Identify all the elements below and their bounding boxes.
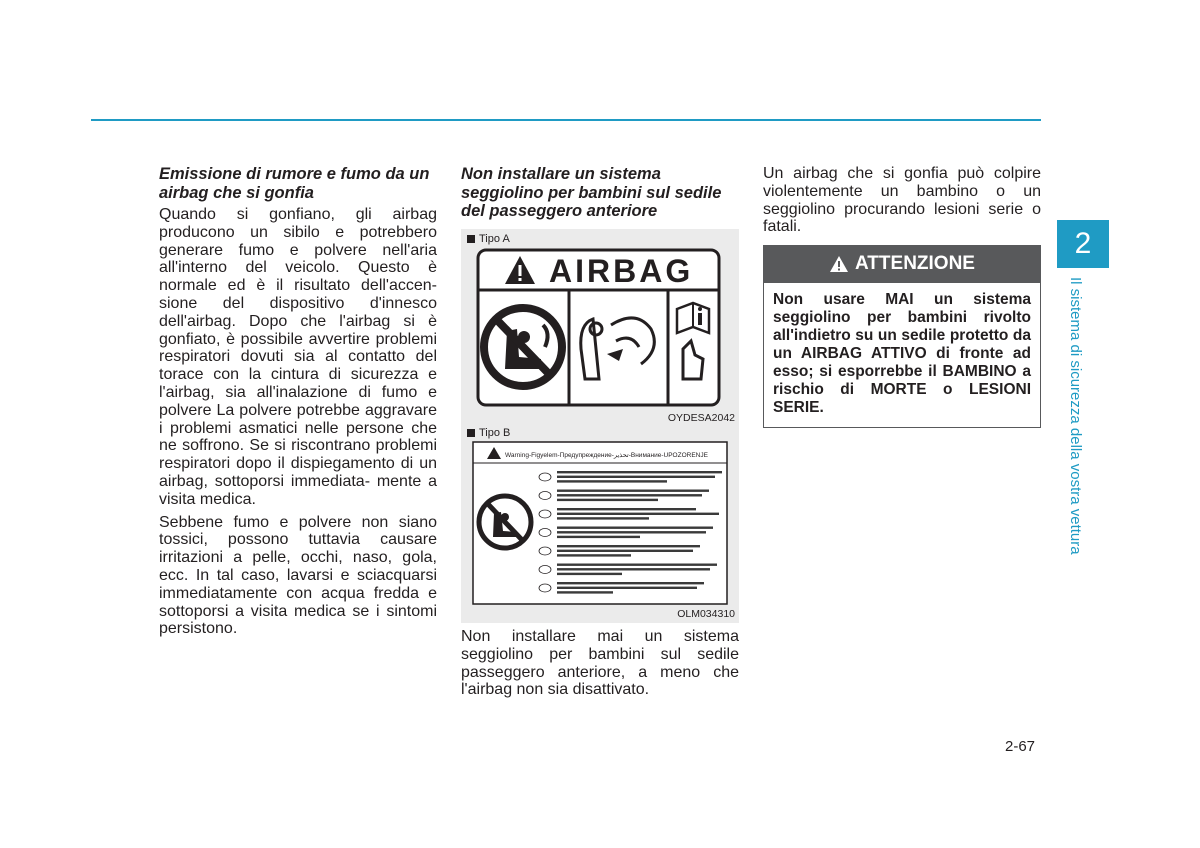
language-badge (539, 566, 551, 574)
warning-triangle-icon (829, 255, 849, 273)
page-number: 2-67 (1005, 738, 1036, 755)
language-badge (539, 510, 551, 518)
illegible-text-line (557, 476, 715, 478)
section-heading-child-seat: Non installare un sistema seggiolino per bambini sul sedile del passeggero anteriore (461, 165, 722, 220)
figure-b-header: Warning-Figyelem-Предупреждение-تحذير-Внимание-UPOZORENJE (505, 452, 708, 459)
figure-b-code: OLM034310 (677, 608, 735, 620)
column-2-body (461, 628, 739, 704)
illegible-text-line (557, 471, 722, 473)
column-2 (461, 165, 739, 225)
illegible-text-line (557, 517, 649, 519)
illegible-text-line (557, 513, 719, 515)
illegible-text-line (557, 531, 706, 533)
illegible-text-line (557, 550, 693, 552)
header-rule (91, 119, 1041, 121)
language-badge (539, 547, 551, 555)
illegible-text-line (557, 554, 631, 556)
illegible-text-line (557, 587, 697, 589)
illegible-text-line (557, 545, 700, 547)
no-child-seat-icon (479, 496, 531, 548)
illegible-text-line (557, 568, 710, 570)
chapter-tab: 2 (1057, 220, 1109, 268)
column-1 (159, 165, 437, 643)
illegible-text-line (557, 499, 658, 501)
illegible-text-line (557, 536, 640, 538)
figure-b-caption: Tipo B (463, 427, 510, 439)
illegible-text-line (557, 564, 717, 566)
language-badge (539, 492, 551, 500)
warning-title: ATTENZIONE (855, 253, 975, 275)
column-3 (763, 165, 1041, 428)
warning-panel (763, 245, 1041, 428)
paragraph-child-seat: Non installare mai un sistema seggiolino per bambini sul sedile passeggero anteriore, a meno che l'airbag non sia disattivato. (461, 628, 739, 699)
paragraph-smoke-1: Quando si gonfiano, gli airbag producono un sibilo e potrebbero generare fumo e polvere nell'aria all'interno del veicolo. Questo è normale ed è il risultato dell'accen- sione del dispositivo d'innesco dell'airbag. Dopo che l'airbag si è gonfiato, è possibile avvertire problemi respiratori dovuti sia al contatto del torace con la cintura di sicurezza e l'airbag, sia all'inalazione di fumo e polvere La polvere potrebbe aggravare i problemi asmatici nelle persone che ne soffrono. Se si riscontrano problemi respiratori dopo il dispiegamento di un airbag, sottoporsi immediata- mente a visita medica. (159, 206, 437, 508)
airbag-label-illustration (461, 229, 739, 427)
illegible-text-line (557, 527, 713, 529)
figure-a-code: OYDESA2042 (667, 412, 735, 424)
illegible-text-line (557, 582, 704, 584)
no-child-seat-icon (484, 308, 562, 386)
chapter-title-vertical: Il sistema di sicurezza della vostra vettura (1067, 277, 1084, 555)
language-badge (539, 473, 551, 481)
paragraph-airbag-impact: Un airbag che si gonfia può colpire violentemente un bambino o un seggiolino procurando lesioni serie o fatali. (763, 165, 1041, 236)
language-badge (539, 584, 551, 592)
section-heading-smoke: Emissione di rumore e fumo da un airbag che si gonfia (159, 165, 430, 202)
illegible-text-line (557, 573, 622, 575)
figure-type-b (461, 427, 739, 623)
illegible-text-line (557, 591, 613, 593)
multilingual-warning-label (461, 427, 739, 623)
figure-type-a (461, 229, 739, 427)
airbag-label-text: AIRBAG (549, 253, 694, 289)
illegible-text-line (557, 508, 696, 510)
language-badge (539, 529, 551, 537)
illegible-text-line (557, 480, 667, 482)
warning-text: Non usare MAI un sistema seggiolino per bambini rivolto all'indietro su un sedile protetto da un AIRBAG ATTIVO di fronte ad esso; si esporrebbe il BAMBINO a rischio di MORTE o LESIONI SERIE. (763, 283, 1041, 428)
illegible-text-line (557, 490, 709, 492)
illegible-text-line (557, 494, 702, 496)
warning-header (763, 245, 1041, 283)
paragraph-smoke-2: Sebbene fumo e polvere non siano tossici, possono tuttavia causare irritazioni a pelle, occhi, naso, gola, ecc. In tal caso, lavarsi e sciacquarsi immediatamente con acqua fredda e sottoporsi a visita medica se i sintomi persistono. (159, 513, 437, 638)
figure-a-caption: Tipo A (463, 233, 510, 245)
